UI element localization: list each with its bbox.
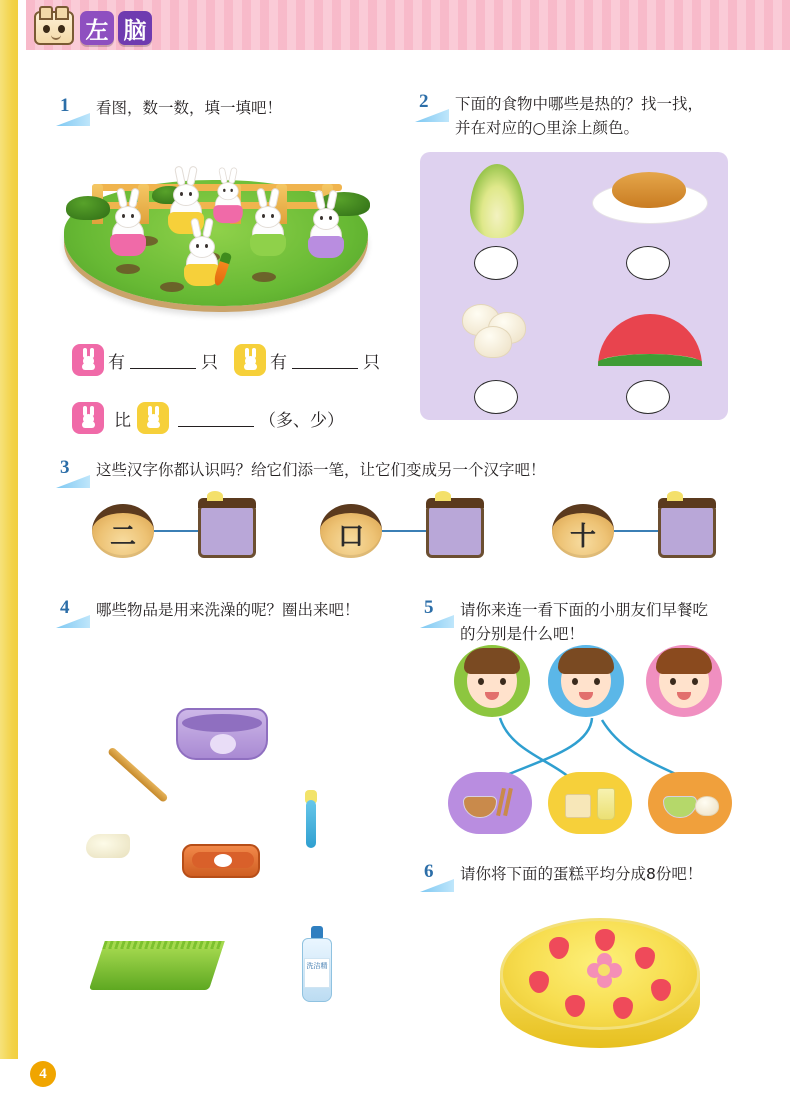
kid-mouth <box>579 692 593 700</box>
answer-circle-chicken[interactable] <box>626 246 670 280</box>
kid-eye-left <box>572 678 578 685</box>
row1-label-left: 有 <box>108 352 125 373</box>
rabbit-glyph-icon <box>80 350 97 370</box>
cabbage-icon <box>470 164 524 238</box>
yellow-rabbit-chip <box>137 402 169 434</box>
strawberry-icon <box>595 929 615 951</box>
row1-unit-right: 只 <box>363 352 380 373</box>
kid-eye-left <box>478 678 484 685</box>
towel-icon <box>89 946 223 990</box>
question-1-illustration <box>56 152 376 312</box>
rabbit-eye-right <box>329 216 332 220</box>
rabbit-dress <box>250 234 286 256</box>
rabbit-character <box>108 200 148 258</box>
question-2 <box>415 92 735 140</box>
detergent-label: 洗洁精 <box>304 958 330 988</box>
answer-circle-cabbage[interactable] <box>474 246 518 280</box>
hanzi-given-3: 十 <box>569 521 596 552</box>
cat-mascot-icon <box>34 11 74 45</box>
question-4-text: 哪些物品是用来洗澡的呢？圈出来吧！ <box>96 601 360 619</box>
answer-circle-watermelon[interactable] <box>626 380 670 414</box>
answer-box-2[interactable] <box>426 504 484 558</box>
kid-eye-right <box>500 678 506 685</box>
steamed-bun-icon <box>474 326 512 358</box>
strawberry-cake-icon[interactable] <box>500 918 700 1066</box>
brand-wordmark <box>80 11 152 45</box>
rabbit-eye-left <box>122 214 125 218</box>
row2-hint: （多、少） <box>259 410 344 431</box>
kid-eye-right <box>594 678 600 685</box>
question-2-number: 2 <box>419 91 429 112</box>
answer-circle-buns[interactable] <box>474 380 518 414</box>
meal-noodle-bowl <box>448 772 532 834</box>
pink-rabbit-chip <box>72 402 104 434</box>
question-1-number-badge <box>56 96 90 126</box>
donut-character-2 <box>320 504 382 558</box>
brand-logo <box>34 6 180 50</box>
rabbit-dress <box>308 236 344 258</box>
strawberry-icon <box>635 947 655 969</box>
question-1-number: 1 <box>60 95 70 116</box>
question-4-number-badge <box>56 598 90 628</box>
answer-blank[interactable] <box>178 410 254 427</box>
kid-eye-left <box>670 678 676 685</box>
question-6-number: 6 <box>424 861 434 882</box>
kid-mouth <box>485 692 499 700</box>
yellow-rabbit-chip <box>234 344 266 376</box>
basin-decal-icon <box>210 734 236 754</box>
question-2-food-panel <box>420 152 728 420</box>
rabbit-character <box>182 230 222 288</box>
rabbit-character <box>212 177 245 225</box>
bread-icon <box>565 794 591 818</box>
mop-handle <box>107 746 169 803</box>
hanzi-pair-2 <box>320 504 484 558</box>
rabbit-eye-left <box>196 244 199 248</box>
cake-top <box>500 918 700 1030</box>
question-5-text: 请你来连一看下面的小朋友们早餐吃的分别是什么吧！ <box>460 601 709 644</box>
basin-icon <box>176 708 268 760</box>
question-5 <box>420 598 738 646</box>
link-line <box>382 530 426 532</box>
link-line <box>614 530 658 532</box>
rabbit-eye-left <box>320 216 323 220</box>
meal-bread-milk <box>548 772 632 834</box>
rabbit-head <box>115 206 141 228</box>
question-6 <box>420 862 738 892</box>
detergent-bottle-icon <box>302 926 332 1002</box>
strawberry-icon <box>529 971 549 993</box>
row1-label-right: 有 <box>270 352 287 373</box>
question-4 <box>56 598 416 628</box>
question-2-number-badge <box>415 92 449 122</box>
food-cell-watermelon <box>574 292 724 424</box>
donut-character-1 <box>92 504 154 558</box>
kid-eye-right <box>692 678 698 685</box>
toothbrush-handle <box>306 800 316 848</box>
cat-eye-left-icon <box>43 25 50 33</box>
soap-box-icon <box>182 844 260 878</box>
question-3 <box>56 458 736 488</box>
watermelon-icon <box>598 314 702 366</box>
question-1 <box>56 96 386 126</box>
rabbit-eye-right <box>271 214 274 218</box>
kid-hair <box>464 648 520 674</box>
row1-unit-left: 只 <box>201 352 218 373</box>
hanzi-pair-1 <box>92 504 256 558</box>
question-5-number-badge <box>420 598 454 628</box>
cat-eye-right-icon <box>58 25 65 33</box>
link-line <box>154 530 198 532</box>
rabbit-eye-right <box>131 214 134 218</box>
rabbit-eye-right <box>205 244 208 248</box>
cake-flower-icon <box>587 953 621 987</box>
question-1-answer-row-1 <box>72 344 380 376</box>
page-footer <box>0 1059 790 1093</box>
pink-rabbit-chip <box>72 344 104 376</box>
food-cell-cabbage <box>422 156 572 288</box>
answer-box-1[interactable] <box>198 504 256 558</box>
cat-mouth-icon <box>51 35 61 40</box>
milk-glass-icon <box>597 788 615 820</box>
rabbit-head <box>173 184 199 206</box>
rabbit-character <box>248 200 288 258</box>
rabbit-eye-right <box>189 192 192 196</box>
question-2-text: 下面的食物中哪些是热的？找一找，并在对应的○里涂上颜色。 <box>455 95 704 138</box>
toothbrush-icon <box>300 790 322 852</box>
question-3-number-badge <box>56 458 90 488</box>
soil-patch <box>116 264 140 274</box>
question-3-number: 3 <box>60 457 70 478</box>
question-5-number: 5 <box>424 597 434 618</box>
question-4-number: 4 <box>60 597 70 618</box>
brand-char-2: 脑 <box>118 11 152 45</box>
strawberry-icon <box>549 937 569 959</box>
question-1-answer-row-2 <box>72 402 344 434</box>
food-cell-buns <box>422 292 572 424</box>
strawberry-icon <box>565 995 585 1017</box>
row2-compare-label: 比 <box>114 410 131 431</box>
strawberry-icon <box>613 997 633 1019</box>
header-white-strip <box>26 50 790 58</box>
rabbit-character <box>306 202 346 260</box>
soil-patch <box>160 282 184 292</box>
food-cell-chicken <box>574 156 724 288</box>
brand-char-1: 左 <box>80 11 114 45</box>
hanzi-given-1: 二 <box>109 521 136 552</box>
rabbit-eye-left <box>262 214 265 218</box>
answer-box-3[interactable] <box>658 504 716 558</box>
noodle-bowl-icon <box>463 796 497 818</box>
question-6-number-badge <box>420 862 454 892</box>
rabbit-dress <box>110 234 146 256</box>
strawberry-icon <box>651 979 671 1001</box>
donut-character-3 <box>552 504 614 558</box>
porridge-bowl-icon <box>663 796 697 818</box>
page-number-badge: 4 <box>30 1061 56 1087</box>
kid-mouth <box>677 692 691 700</box>
kid-hair <box>558 648 614 674</box>
rabbit-glyph-icon <box>80 408 97 428</box>
question-3-pairs <box>56 500 740 566</box>
question-6-text: 请你将下面的蛋糕平均分成8份吧！ <box>460 865 703 883</box>
bush <box>66 196 110 220</box>
left-edge-bar-inner <box>18 0 26 1093</box>
question-3-text: 这些汉字你都认识吗？给它们添一笔，让它们变成另一个汉字吧！ <box>96 461 546 479</box>
rabbit-head <box>217 182 238 200</box>
kid-hair <box>656 648 712 674</box>
steamed-bun-icon <box>695 796 719 816</box>
soil-patch <box>252 272 276 282</box>
question-1-text: 看图，数一数，填一填吧！ <box>96 99 283 117</box>
rabbit-head <box>313 208 339 230</box>
mop-head <box>86 834 130 858</box>
rabbit-glyph-icon <box>242 350 259 370</box>
answer-blank[interactable] <box>292 352 358 369</box>
rabbit-eye-left <box>223 189 225 192</box>
roast-chicken-icon <box>612 172 686 208</box>
rabbit-dress <box>213 205 243 223</box>
hanzi-pair-3 <box>552 504 716 558</box>
rabbit-glyph-icon <box>145 408 162 428</box>
mop-icon <box>86 786 178 858</box>
rabbit-head <box>255 206 281 228</box>
rabbit-eye-right <box>230 189 232 192</box>
meal-porridge-buns <box>648 772 732 834</box>
answer-blank[interactable] <box>130 352 196 369</box>
rabbit-eye-left <box>180 192 183 196</box>
soap-box-decal-icon <box>214 854 232 867</box>
hanzi-given-2: 口 <box>337 521 364 552</box>
rabbit-head <box>189 236 215 258</box>
